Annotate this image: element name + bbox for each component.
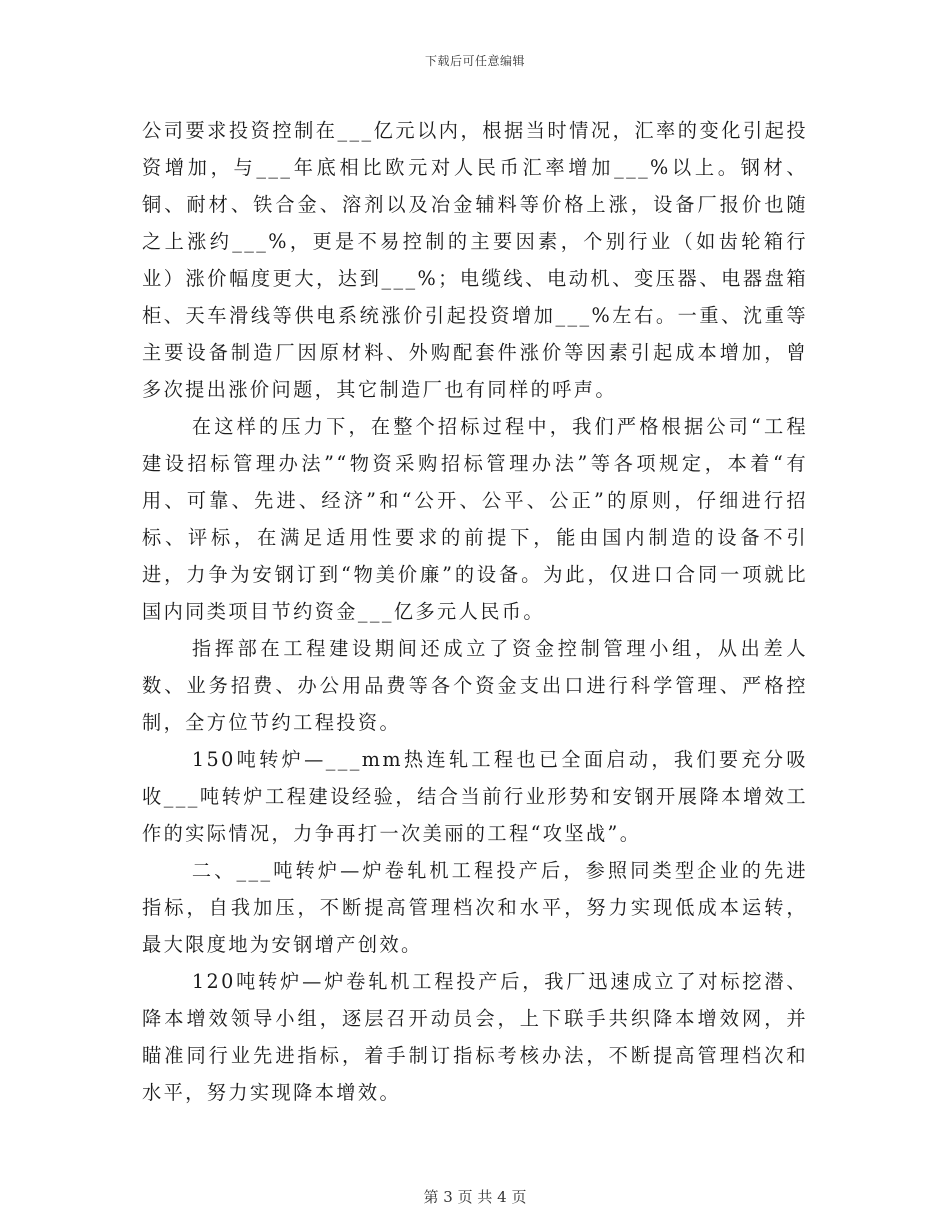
page-number-footer: 第 3 页 共 4 页 (423, 1188, 527, 1206)
paragraph-6: 120吨转炉—炉卷轧机工程投产后，我厂迅速成立了对标挖潜、降本增效领导小组，逐层召开动员会，上下联手共织降本增效网，并瞄准同行业先进指标，着手制订指标考核办法，不断提高管理档次和水平，努力实现降本增效。 (142, 970, 808, 1104)
paragraph-1: 公司要求投资控制在___亿元以内，根据当时情况，汇率的变化引起投资增加，与___年底相比欧元对人民币汇率增加___%以上。钢材、铜、耐材、铁合金、溶剂以及冶金辅料等价格上涨，设备厂报价也随之上涨约___%，更是不易控制的主要因素，个别行业（如齿轮箱行业）涨价幅度更大，达到___%；电缆线、电动机、变压器、电器盘箱柜、天车滑线等供电系统涨价引起投资增加___%左右。一重、沈重等主要设备制造厂因原材料、外购配套件涨价等因素引起成本增加，曾多次提出涨价问题，其它制造厂也有同样的呼声。 (142, 119, 808, 401)
paragraph-3: 指挥部在工程建设期间还成立了资金控制管理小组，从出差人数、业务招费、办公用品费等各个资金支出口进行科学管理、严格控制，全方位节约工程投资。 (142, 637, 808, 734)
paragraph-2: 在这样的压力下，在整个招标过程中，我们严格根据公司“工程建设招标管理办法”“物资采购招标管理办法”等各项规定，本着“有用、可靠、先进、经济”和“公开、公平、公正”的原则，仔细进行招标、评标，在满足适用性要求的前提下，能由国内制造的设备不引进，力争为安钢订到“物美价廉”的设备。为此，仅进口合同一项就比国内同类项目节约资金___亿多元人民币。 (142, 415, 808, 623)
paragraph-5: 二、___吨转炉—炉卷轧机工程投产后，参照同类型企业的先进指标，自我加压，不断提高管理档次和水平，努力实现低成本运转，最大限度地为安钢增产创效。 (142, 859, 808, 956)
document-body (142, 112, 808, 1111)
page-header-note: 下载后可任意编辑 (424, 54, 525, 68)
paragraph-4: 150吨转炉—___mm热连轧工程也已全面启动，我们要充分吸收___吨转炉工程建设经验，结合当前行业形势和安钢开展降本增效工作的实际情况，力争再打一次美丽的工程“攻坚战”。 (142, 748, 808, 845)
